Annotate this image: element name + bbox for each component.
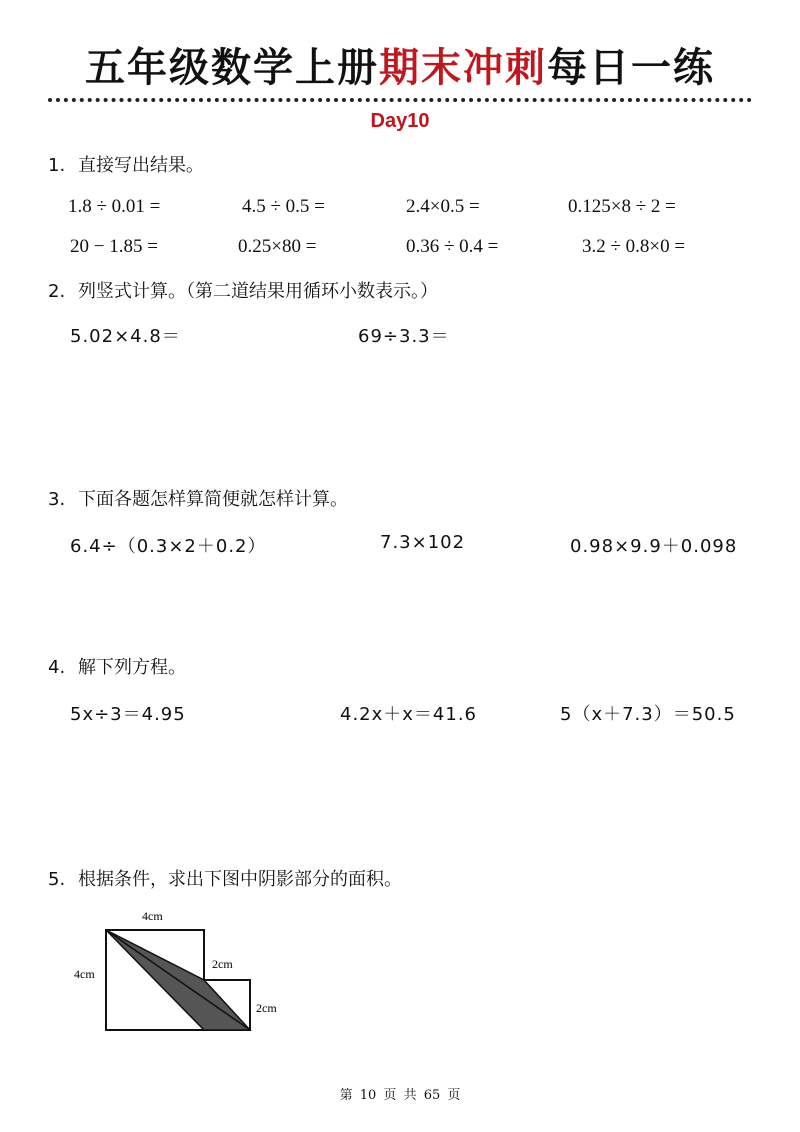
title-part1: 五年级数学上册 (85, 45, 379, 91)
label-left-4cm: 4cm (74, 967, 95, 981)
question-5-number: 5. (48, 869, 66, 890)
page-title (0, 40, 800, 96)
label-small-right-2cm: 2cm (256, 1001, 277, 1015)
dotted-divider (48, 98, 752, 102)
question-3-title (48, 488, 348, 512)
q4-item-1: 5x÷3＝4.95 (70, 704, 186, 725)
q3-item-1: 6.4÷（0.3×2＋0.2） (70, 536, 267, 557)
question-1-number: 1. (48, 155, 66, 176)
q1-expr-2-2: 0.25×80 = (238, 236, 317, 257)
q2-item-1: 5.02×4.8＝ (70, 326, 181, 347)
q1-expr-1-3: 2.4×0.5 = (406, 196, 480, 217)
question-3-number: 3. (48, 489, 66, 510)
question-4-text: 解下列方程。 (78, 657, 186, 678)
q2-item-2: 69÷3.3＝ (358, 326, 450, 347)
shaded-area-figure (60, 900, 300, 1040)
question-3-text: 下面各题怎样算简便就怎样计算。 (78, 489, 348, 510)
day-subtitle: Day10 (370, 110, 430, 132)
question-2-title (48, 280, 438, 304)
question-4-title (48, 656, 186, 680)
label-small-top-2cm: 2cm (212, 957, 233, 971)
question-2-text: 列竖式计算。（第二道结果用循环小数表示。） (78, 281, 438, 302)
question-2-number: 2. (48, 281, 66, 302)
q4-item-2: 4.2x＋x＝41.6 (340, 704, 478, 725)
label-top-4cm: 4cm (142, 909, 163, 923)
q3-item-3: 0.98×9.9＋0.098 (570, 536, 738, 557)
q1-expr-2-3: 0.36 ÷ 0.4 = (406, 236, 499, 257)
q1-expr-2-1: 20 − 1.85 = (70, 236, 158, 257)
question-4-number: 4. (48, 657, 66, 678)
title-part2: 每日一练 (547, 45, 715, 91)
question-5-title (48, 868, 402, 892)
q4-item-3: 5（x＋7.3）＝50.5 (560, 704, 736, 725)
question-1-text: 直接写出结果。 (78, 155, 204, 176)
page-footer: 第 10 页 共 65 页 (339, 1088, 461, 1103)
question-5-text: 根据条件，求出下图中阴影部分的面积。 (78, 869, 402, 890)
question-1-title (48, 154, 204, 178)
title-highlight: 期末冲刺 (379, 45, 547, 91)
q1-expr-1-4: 0.125×8 ÷ 2 = (568, 196, 676, 217)
q1-expr-1-1: 1.8 ÷ 0.01 = (68, 196, 161, 217)
q1-expr-2-4: 3.2 ÷ 0.8×0 = (582, 236, 686, 257)
q1-expr-1-2: 4.5 ÷ 0.5 = (242, 196, 325, 217)
q3-item-2: 7.3×102 (380, 532, 466, 553)
